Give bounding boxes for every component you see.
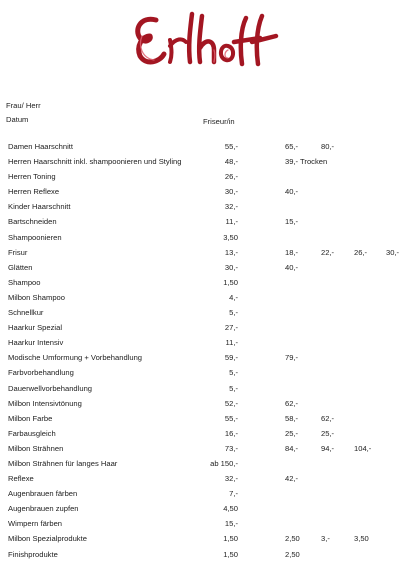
price-row: [0, 245, 408, 260]
price-tier-3: 25,-: [321, 428, 335, 438]
price-tier-1: 1,50: [223, 549, 238, 559]
price-row: [0, 486, 408, 501]
price-tier-2: 40,-: [285, 262, 299, 272]
service-name: Haarkur Intensiv: [8, 338, 64, 348]
price-tier-3: 22,-: [321, 247, 335, 257]
price-tier-2: 42,-: [285, 474, 299, 484]
price-tier-1: 48,-: [224, 157, 238, 167]
price-row: [0, 230, 408, 245]
price-tier-1: 5,-: [229, 308, 238, 318]
price-tier-3: 80,-: [321, 142, 335, 151]
price-tier-1: 16,-: [224, 428, 238, 438]
service-name: Shampoo: [8, 277, 41, 287]
price-tier-1: 13,-: [224, 247, 238, 257]
price-tier-2: 18,-: [285, 247, 299, 257]
service-name: Herren Reflexe: [8, 187, 60, 197]
price-tier-1: 11,-: [225, 338, 238, 348]
price-tier-1: 5,-: [229, 383, 238, 393]
price-tier-2: 84,-: [285, 443, 299, 453]
price-tier-4: 26,-: [354, 247, 368, 257]
price-row: [0, 305, 408, 320]
price-tier-1: 1,50: [223, 534, 238, 544]
price-tier-2: 15,-: [285, 217, 299, 227]
price-tier-1: ab 150,-: [210, 458, 238, 468]
date-label: Datum: [6, 115, 29, 124]
price-tier-1: 30,-: [224, 262, 238, 272]
service-name: Reflexe: [8, 474, 34, 484]
service-name: Shampoonieren: [8, 232, 62, 242]
price-row: [0, 290, 408, 305]
price-tier-1: 15,-: [224, 519, 238, 529]
price-row: [0, 320, 408, 335]
price-tier-1: 32,-: [224, 202, 238, 212]
service-name: Milbon Intensivtönung: [8, 398, 82, 408]
price-tier-1: 7,-: [229, 489, 238, 499]
price-tier-1: 11,-: [225, 217, 238, 227]
service-name: Haarkur Spezial: [8, 323, 63, 333]
price-tier-5: 30,-: [386, 247, 400, 257]
price-row: [0, 154, 408, 169]
price-tier-2: 79,-: [285, 353, 299, 363]
price-tier-2: 65,-: [285, 142, 299, 151]
price-tier-4: 104,-: [354, 443, 372, 453]
service-name: Milbon Shampoo: [8, 292, 65, 302]
price-row: [0, 275, 408, 290]
price-row: [0, 441, 408, 456]
service-name: Herren Haarschnitt inkl. shampoonieren und Styling: [8, 157, 182, 167]
service-name: Dauerwellvorbehandlung: [8, 383, 93, 393]
price-tier-4: 3,50: [354, 534, 369, 544]
price-row: [0, 365, 408, 380]
service-name: Milbon Farbe: [8, 413, 53, 423]
service-name: Damen Haarschnitt: [8, 142, 73, 151]
price-row: [0, 396, 408, 411]
service-name: Milbon Strähnen für langes Haar: [8, 458, 118, 468]
price-row: [0, 335, 408, 350]
price-row: [0, 471, 408, 486]
price-tier-3: 62,-: [321, 413, 335, 423]
service-name: Modische Umformung + Vorbehandlung: [8, 353, 143, 363]
service-name: Milbon Spezialprodukte: [8, 534, 87, 544]
price-tier-1: 4,-: [229, 292, 238, 302]
price-row: [0, 139, 408, 154]
service-name: Glätten: [8, 262, 33, 272]
price-row: [0, 501, 408, 516]
service-name: Schnellkur: [8, 308, 44, 318]
service-name: Augenbrauen färben: [8, 489, 78, 499]
price-tier-1: 30,-: [224, 187, 238, 197]
price-tier-1: 73,-: [224, 443, 238, 453]
price-tier-1: 1,50: [223, 277, 238, 287]
service-name: Finishprodukte: [8, 549, 58, 559]
price-tier-1: 55,-: [224, 413, 238, 423]
price-row: [0, 516, 408, 531]
price-tier-1: 27,-: [224, 323, 238, 333]
price-row: [0, 199, 408, 214]
price-row: [0, 169, 408, 184]
price-tier-1: 3,50: [223, 232, 238, 242]
service-name: Farbvorbehandlung: [8, 368, 74, 378]
price-row: [0, 184, 408, 199]
price-row: [0, 456, 408, 471]
price-tier-2: 2,50: [285, 534, 300, 544]
service-name: Frisur: [8, 247, 28, 257]
price-tier-3: 3,-: [321, 534, 330, 544]
price-row: [0, 260, 408, 275]
price-row: [0, 381, 408, 396]
service-name: Farbausgleich: [8, 428, 56, 438]
price-tier-2: 2,50: [285, 549, 300, 559]
erlhoff-logo: [130, 6, 280, 72]
service-name: Kinder Haarschnitt: [8, 202, 71, 212]
price-row: [0, 426, 408, 441]
price-tier-1: 59,-: [224, 353, 238, 363]
service-name: Bartschneiden: [8, 217, 57, 227]
price-tier-2: 39,- Trocken: [285, 157, 328, 167]
service-name: Herren Toning: [8, 172, 56, 182]
customer-label: Frau/ Herr: [6, 101, 41, 110]
price-tier-2: 58,-: [285, 413, 299, 423]
stylist-column-header: Friseur/in: [203, 117, 235, 126]
service-name: Augenbrauen zupfen: [8, 504, 79, 514]
price-tier-1: 5,-: [229, 368, 238, 378]
price-tier-2: 62,-: [285, 398, 299, 408]
price-row: [0, 214, 408, 229]
price-row: [0, 531, 408, 546]
service-name: Milbon Strähnen: [8, 443, 64, 453]
price-tier-1: 4,50: [223, 504, 238, 514]
price-row: [0, 350, 408, 365]
price-tier-1: 32,-: [224, 474, 238, 484]
price-row: [0, 411, 408, 426]
service-name: Wimpern färben: [8, 519, 63, 529]
price-list: [0, 139, 408, 562]
price-tier-2: 25,-: [285, 428, 299, 438]
price-tier-1: 26,-: [224, 172, 238, 182]
price-tier-3: 94,-: [321, 443, 335, 453]
price-tier-1: 52,-: [224, 398, 238, 408]
price-tier-2: 40,-: [285, 187, 299, 197]
price-tier-1: 55,-: [224, 142, 238, 151]
price-row: [0, 547, 408, 562]
